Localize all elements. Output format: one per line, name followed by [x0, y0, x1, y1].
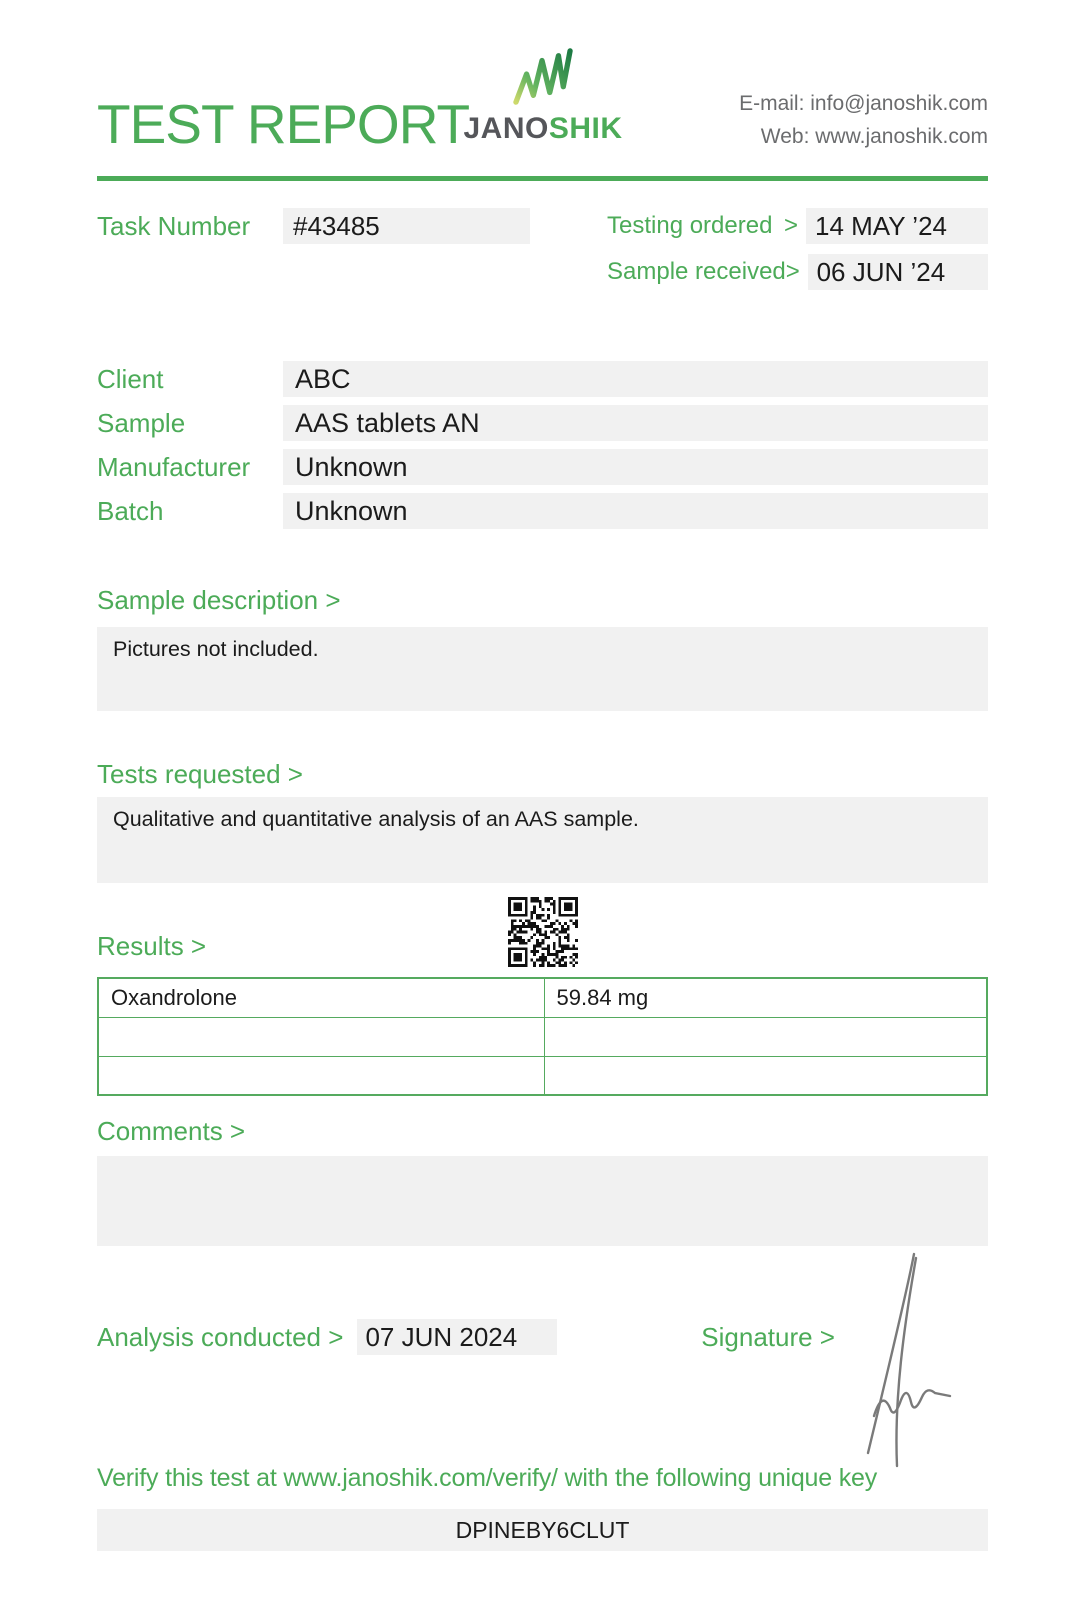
manufacturer-value: Unknown: [283, 449, 988, 485]
brand-wordmark: [448, 112, 638, 146]
info-row-batch: [97, 489, 988, 533]
janoshik-logo: [448, 48, 638, 146]
arrow-glyph: >: [785, 258, 800, 285]
verify-instruction: Verify this test at www.janoshik.com/verify/ with the following unique key: [97, 1464, 877, 1492]
signature-image: [852, 1248, 962, 1483]
results-row-2: [98, 1017, 987, 1056]
testing-ordered-value: 14 MAY ’24: [806, 208, 988, 244]
sample-info-section: [97, 357, 988, 533]
brand-part-jano: JANO: [463, 112, 549, 145]
result-substance-empty: [98, 1056, 544, 1095]
result-amount-empty: [544, 1056, 987, 1095]
sample-label: Sample: [97, 407, 186, 438]
sample-value: AAS tablets AN: [283, 405, 988, 441]
task-number-value: #43485: [283, 208, 530, 244]
result-amount-empty: [544, 1017, 987, 1056]
chart-growth-icon: [512, 48, 574, 106]
header-divider: [97, 176, 988, 181]
task-number-label: Task Number: [97, 210, 251, 241]
info-row-client: [97, 357, 988, 401]
sample-description-text: Pictures not included.: [113, 637, 319, 661]
contact-web: Web: www.janoshik.com: [760, 124, 988, 148]
testing-ordered-label: Testing ordered: [607, 212, 773, 239]
signature-label: Signature >: [701, 1321, 835, 1352]
results-heading: Results >: [97, 931, 207, 961]
task-section: [97, 207, 988, 299]
sample-received-value: 06 JUN ’24: [808, 254, 988, 290]
unique-key-box: [97, 1509, 988, 1551]
results-row-3: [98, 1056, 987, 1095]
client-value: ABC: [283, 361, 988, 397]
comments-box: [97, 1156, 988, 1246]
brand-part-shik: SHIK: [548, 112, 623, 145]
result-substance: Oxandrolone: [98, 978, 544, 1017]
results-row-1: [98, 978, 987, 1017]
page-title: TEST REPORT: [97, 93, 470, 155]
manufacturer-label: Manufacturer: [97, 451, 251, 482]
task-number-row: [97, 207, 530, 245]
results-table: [97, 977, 988, 1096]
dates-block: [607, 207, 988, 299]
sample-received-label: Sample received: [607, 258, 786, 285]
batch-label: Batch: [97, 495, 164, 526]
contact-email: E-mail: info@janoshik.com: [739, 92, 988, 115]
tests-requested-box: [97, 797, 988, 883]
result-substance-empty: [98, 1017, 544, 1056]
testing-ordered-row: [607, 207, 988, 245]
contact-info: [739, 88, 988, 153]
sample-description-box: [97, 627, 988, 711]
info-row-sample: [97, 401, 988, 445]
tests-requested-heading: Tests requested >: [97, 759, 303, 789]
analysis-conducted-label: Analysis conducted >: [97, 1321, 344, 1352]
analysis-conducted-value: 07 JUN 2024: [357, 1319, 557, 1355]
client-label: Client: [97, 363, 164, 394]
arrow-glyph: >: [784, 212, 799, 239]
result-amount: 59.84 mg: [544, 978, 987, 1017]
comments-heading: Comments >: [97, 1116, 246, 1146]
info-row-manufacturer: [97, 445, 988, 489]
qr-code: [508, 897, 578, 967]
sample-description-heading: Sample description >: [97, 585, 341, 615]
unique-key-value: DPINEBY6CLUT: [455, 1516, 630, 1543]
sample-received-row: [607, 253, 988, 291]
tests-requested-text: Qualitative and quantitative analysis of an AAS sample.: [113, 807, 639, 831]
batch-value: Unknown: [283, 493, 988, 529]
report-header: [97, 0, 988, 176]
